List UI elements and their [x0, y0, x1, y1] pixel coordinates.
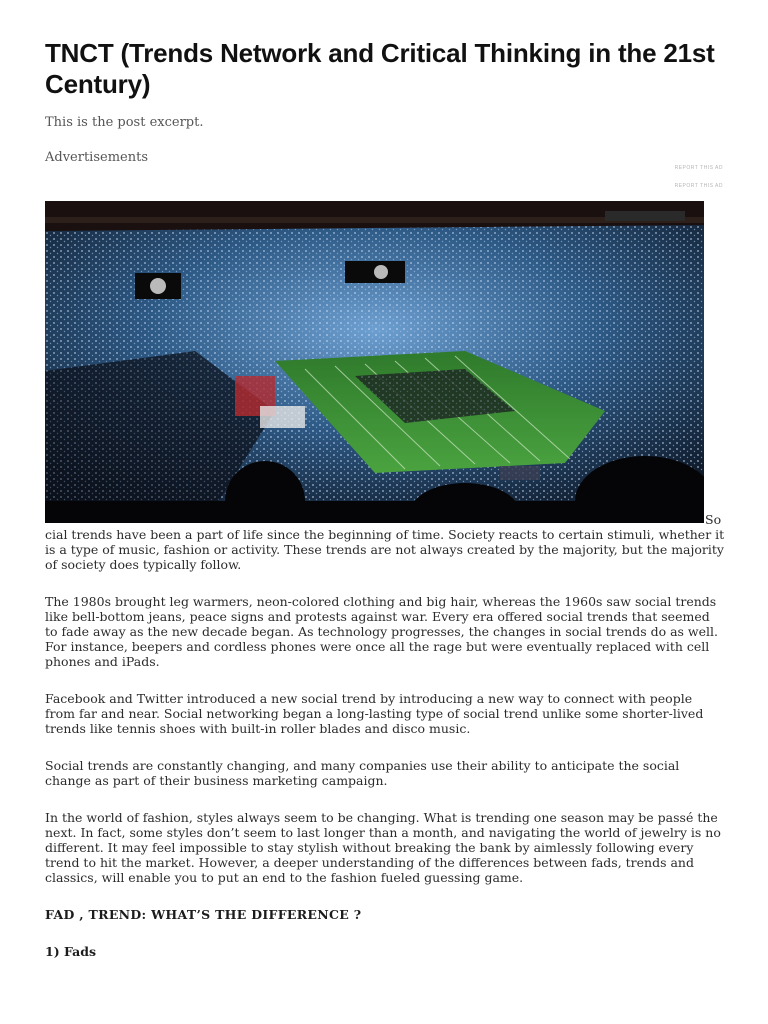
post-excerpt: This is the post excerpt. [45, 115, 204, 130]
paragraph: In the world of fashion, styles always seem to be changing. What is trending one season may be passé the next. In fact, some styles don’t seem to last longer than a month, and navigating the world of jewelry is no different. It may feel impossible to stay stylish without breaking the bank by aimlessly following every trend to hit the market. However, a deeper understanding of the differences between fads, trends and classics, will enable you to put an end to the fashion fueled guessing game. [45, 810, 721, 885]
post-body [45, 527, 725, 981]
stadium-photo [45, 201, 704, 523]
stadium-photo-illustration [45, 201, 704, 523]
first-paragraph-start: So [705, 512, 722, 527]
advertisements-label: Advertisements [45, 150, 148, 165]
report-ad-link[interactable]: REPORT THIS AD [674, 165, 723, 171]
section-heading: FAD , TREND: WHAT’S THE DIFFERENCE ? [45, 907, 362, 922]
post [45, 38, 725, 167]
paragraph: The 1980s brought leg warmers, neon-colored clothing and big hair, whereas the 1960s saw social trends like bell-bottom jeans, peace signs and protests against war. Every era offered social trends that seemed to fade away as the new decade began. As technology progresses, the changes in social trends do as well. For instance, beepers and cordless phones were once all the rage but were eventually replaced with cell phones and iPads. [45, 594, 718, 669]
report-ad-link[interactable]: REPORT THIS AD [674, 183, 723, 189]
post-title: TNCT (Trends Network and Critical Thinking in the 21st Century) [45, 38, 715, 99]
paragraph: cial trends have been a part of life since the beginning of time. Society reacts to certain stimuli, whether it is a type of music, fashion or activity. These trends are not always created by the majority, but the majority of society does typically follow. [45, 527, 725, 572]
paragraph: Social trends are constantly changing, and many companies use their ability to anticipate the social change as part of their business marketing campaign. [45, 758, 680, 788]
paragraph: Facebook and Twitter introduced a new social trend by introducing a new way to connect with people from far and near. Social networking began a long-lasting type of social trend unlike some shorter-lived trends like tennis shoes with built-in roller blades and disco music. [45, 691, 704, 736]
section-subheading: 1) Fads [45, 944, 97, 959]
